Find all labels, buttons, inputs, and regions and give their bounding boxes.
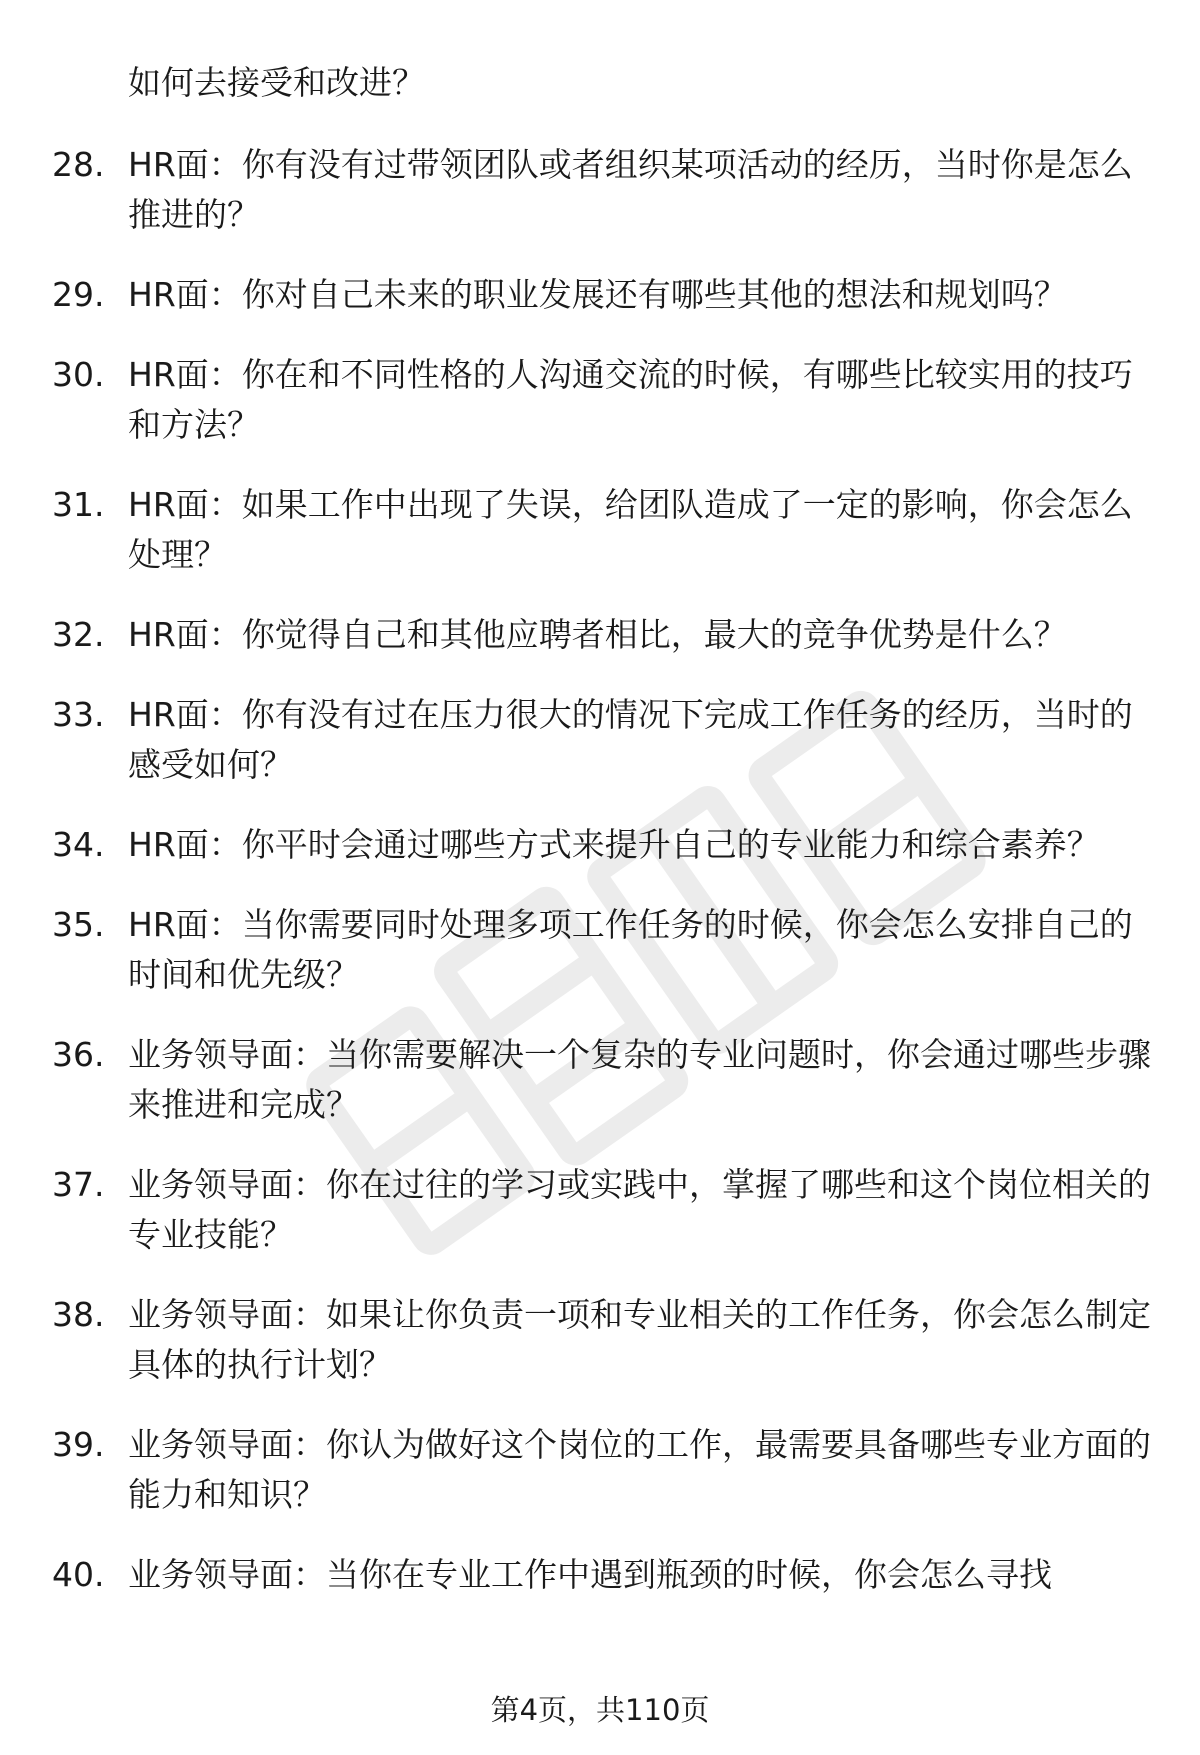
question-text: HR面：你有没有过在压力很大的情况下完成工作任务的经历，当时的感受如何？ [128,695,1133,784]
question-number: 37. [52,1165,105,1204]
question-text: HR面：你平时会通过哪些方式来提升自己的专业能力和综合素养？ [128,825,1100,864]
question-number: 35. [52,905,105,944]
continuation-text: 如何去接受和改进？ [128,63,425,102]
question-number: 29. [52,275,105,314]
list-item [0,480,1200,580]
list-item [0,1030,1200,1130]
question-number: 33. [52,695,105,734]
question-text: HR面：你有没有过带领团队或者组织某项活动的经历，当时你是怎么推进的？ [128,145,1133,234]
question-text: HR面：你对自己未来的职业发展还有哪些其他的想法和规划吗？ [128,275,1067,314]
question-text: 业务领导面：你认为做好这个岗位的工作，最需要具备哪些专业方面的能力和知识？ [128,1425,1151,1514]
question-text: HR面：你在和不同性格的人沟通交流的时候，有哪些比较实用的技巧和方法？ [128,355,1133,444]
question-number: 31. [52,485,105,524]
list-item [0,270,1200,320]
question-text: 业务领导面：你在过往的学习或实践中，掌握了哪些和这个岗位相关的专业技能？ [128,1165,1151,1254]
question-text: HR面：你觉得自己和其他应聘者相比，最大的竞争优势是什么？ [128,615,1067,654]
question-number: 39. [52,1425,105,1464]
question-number: 34. [52,825,105,864]
list-item [0,820,1200,870]
question-number: 40. [52,1555,105,1594]
list-item [0,1550,1200,1600]
list-item [0,350,1200,450]
question-text: HR面：当你需要同时处理多项工作任务的时候，你会怎么安排自己的时间和优先级？ [128,905,1133,994]
question-number: 30. [52,355,105,394]
list-item [0,140,1200,240]
question-text: HR面：如果工作中出现了失误，给团队造成了一定的影响，你会怎么处理？ [128,485,1133,574]
question-number: 28. [52,145,105,184]
question-text: 业务领导面：当你在专业工作中遇到瓶颈的时候，你会怎么寻找 [128,1555,1052,1594]
list-item [0,1290,1200,1390]
page-footer: 第4页，共110页 [490,1693,710,1727]
question-list [0,140,1200,1630]
list-item [0,900,1200,1000]
question-number: 36. [52,1035,105,1074]
list-item [0,1420,1200,1520]
question-text: 业务领导面：当你需要解决一个复杂的专业问题时，你会通过哪些步骤来推进和完成？ [128,1035,1151,1124]
list-item [0,1160,1200,1260]
list-item [0,690,1200,790]
question-number: 32. [52,615,105,654]
question-number: 38. [52,1295,105,1334]
question-text: 业务领导面：如果让你负责一项和专业相关的工作任务，你会怎么制定具体的执行计划？ [128,1295,1151,1384]
list-item [0,610,1200,660]
